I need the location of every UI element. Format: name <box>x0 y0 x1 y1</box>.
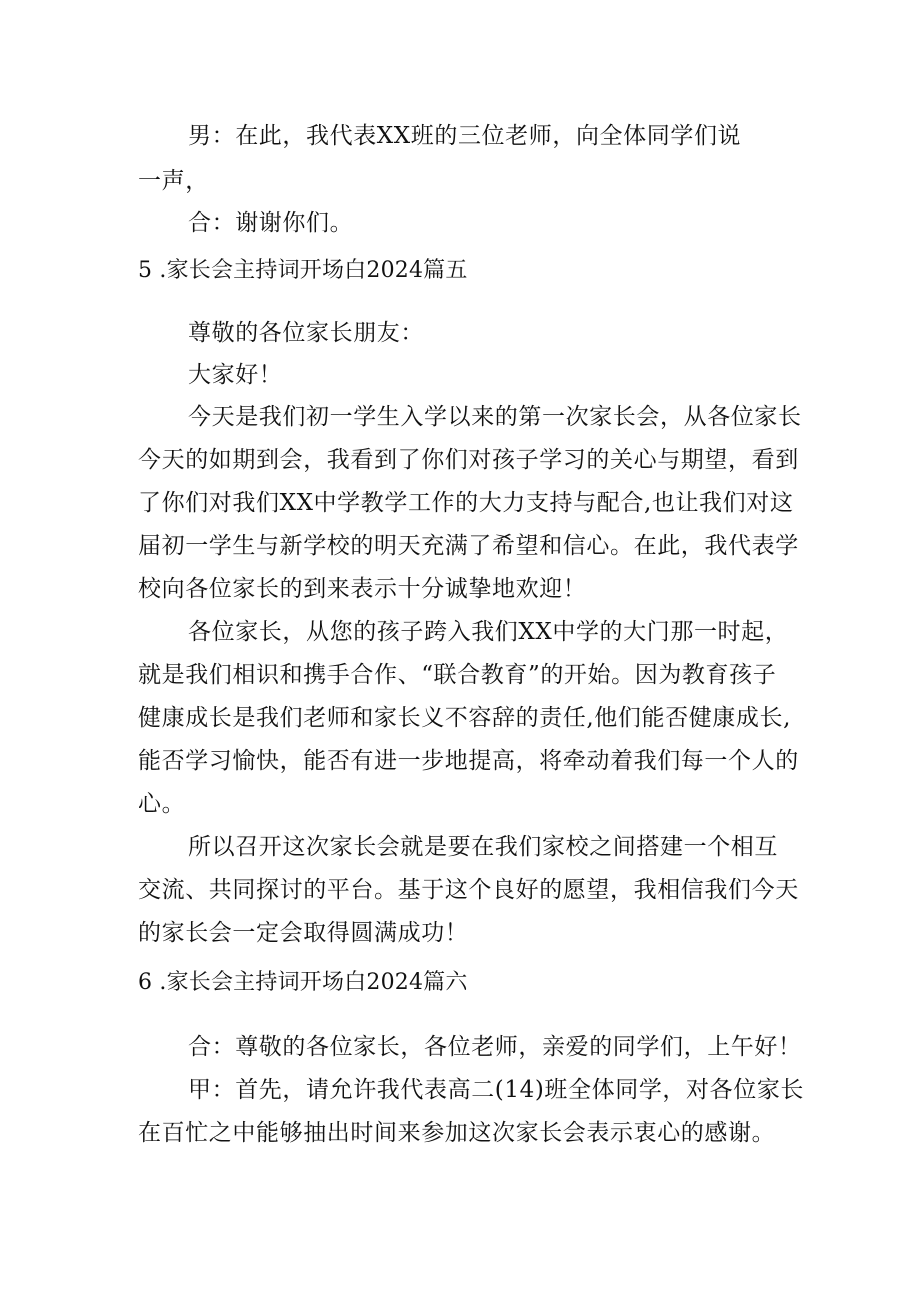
paragraph-line: 各位家长，从您的孩子跨入我们XX中学的大门那一时起， <box>188 619 789 645</box>
section-heading-5: 5 .家长会主持词开场白2024篇五 <box>138 258 468 283</box>
dialogue-line-a: 甲：首先，请允许我代表高二(14)班全体同学，对各位家长 <box>188 1077 805 1103</box>
section-heading-6: 6 .家长会主持词开场白2024篇六 <box>138 970 468 995</box>
greeting: 大家好！ <box>188 362 283 388</box>
paragraph-line: 所以召开这次家长会就是要在我们家校之间搭建一个相互 <box>188 834 778 860</box>
paragraph-line: 了你们对我们XX中学教学工作的大力支持与配合,也让我们对这 <box>138 490 794 516</box>
paragraph-line: 校向各位家长的到来表示十分诚挚地欢迎！ <box>138 576 587 602</box>
paragraph-line: 心。 <box>138 791 186 817</box>
dialogue-line-together: 合：尊敬的各位家长，各位老师，亲爱的同学们，上午好！ <box>188 1034 802 1060</box>
paragraph-line: 健康成长是我们老师和家长义不容辞的责任,他们能否健康成长, <box>138 705 792 731</box>
paragraph-line: 今天是我们初一学生入学以来的第一次家长会，从各位家长 <box>188 404 802 430</box>
paragraph-line: 今天的如期到会，我看到了你们对孩子学习的关心与期望，看到 <box>138 447 799 473</box>
dialogue-line-male-cont: 一声， <box>138 168 209 194</box>
dialogue-line-together: 合：谢谢你们。 <box>188 210 354 236</box>
paragraph-line: 能否学习愉快，能否有进一步地提高，将牵动着我们每一个人的 <box>138 748 799 774</box>
paragraph-line: 的家长会一定会取得圆满成功！ <box>138 920 469 946</box>
dialogue-line-male: 男：在此，我代表XX班的三位老师，向全体同学们说 <box>188 123 742 149</box>
salutation: 尊敬的各位家长朋友： <box>188 320 424 346</box>
paragraph-line: 交流、共同探讨的平台。基于这个良好的愿望，我相信我们今天 <box>138 877 799 903</box>
dialogue-line-a-cont: 在百忙之中能够抽出时间来参加这次家长会表示衷心的感谢。 <box>138 1120 776 1146</box>
paragraph-line: 届初一学生与新学校的明天充满了希望和信心。在此，我代表学 <box>138 533 799 559</box>
paragraph-line: 就是我们相识和携手合作、“联合教育”的开始。因为教育孩子 <box>138 662 777 688</box>
